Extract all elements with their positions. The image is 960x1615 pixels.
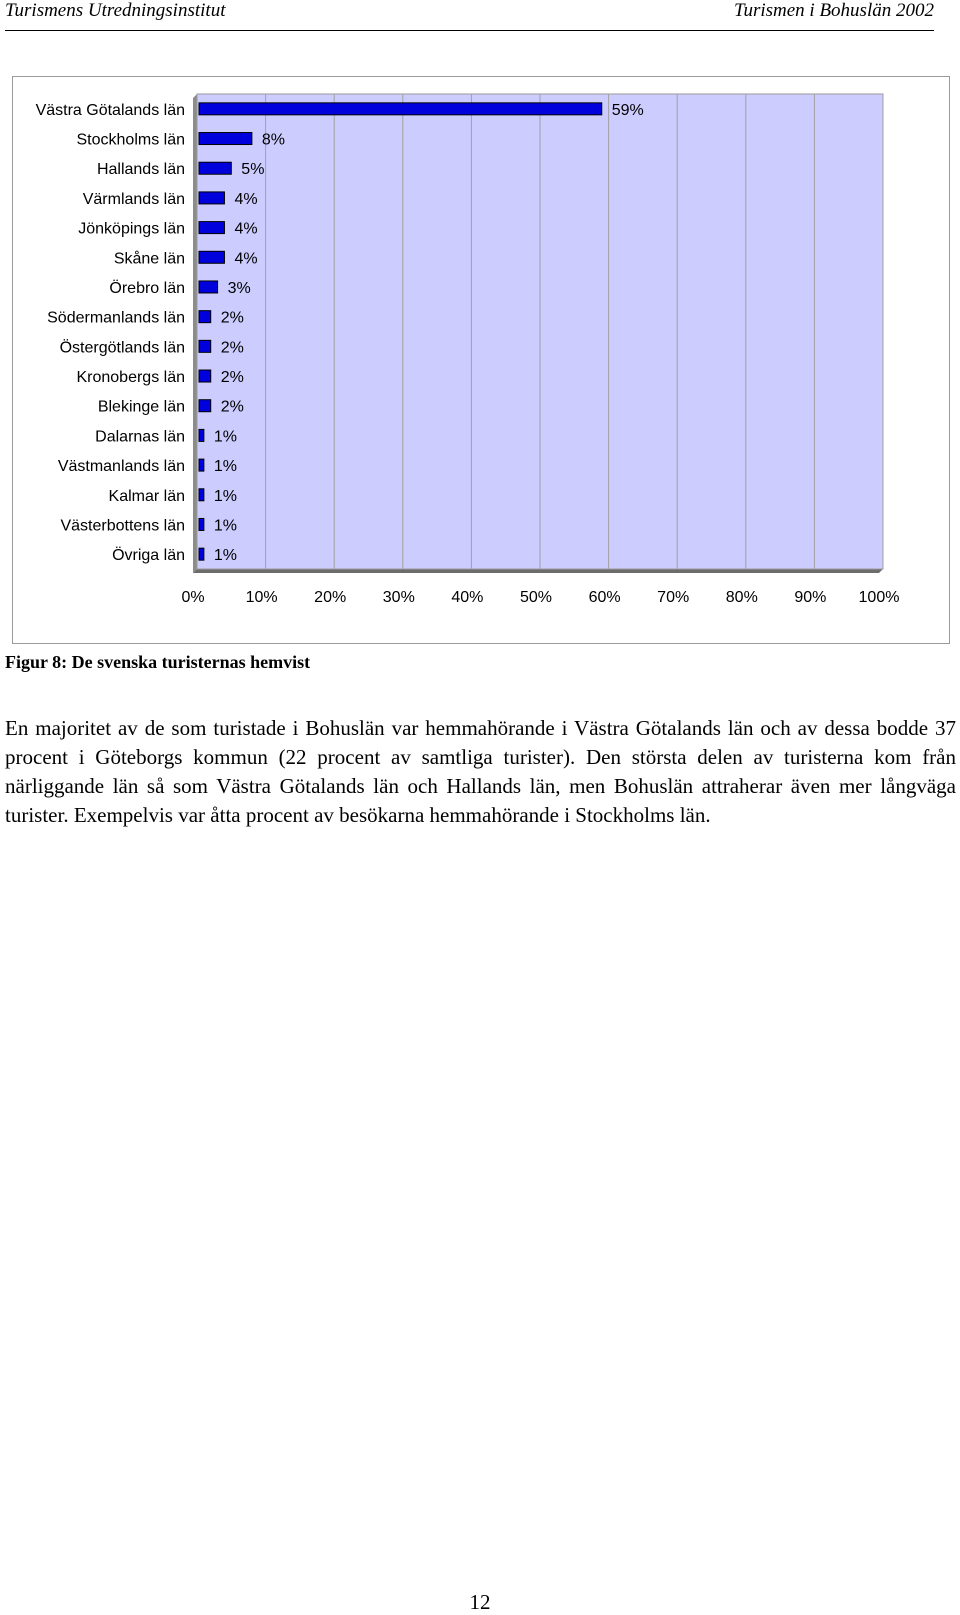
running-header-left: Turismens Utredningsinstitut bbox=[5, 0, 226, 21]
category-label: Västra Götalands län bbox=[35, 101, 185, 119]
bar bbox=[199, 370, 211, 382]
category-label: Skåne län bbox=[113, 250, 185, 268]
category-label: Kronobergs län bbox=[76, 369, 185, 387]
bar bbox=[199, 311, 211, 323]
value-label: 8% bbox=[261, 131, 286, 149]
value-label: 1% bbox=[213, 517, 237, 535]
bar bbox=[199, 222, 224, 234]
bar bbox=[199, 340, 211, 352]
plot-side-wall bbox=[193, 94, 197, 573]
value-label: 1% bbox=[213, 547, 237, 565]
page-number: 12 bbox=[469, 1590, 491, 1614]
category-label: Dalarnas län bbox=[95, 428, 185, 446]
value-label: 2% bbox=[220, 309, 244, 327]
category-label: Blekinge län bbox=[97, 398, 185, 416]
header-rule bbox=[5, 30, 934, 31]
value-label: 2% bbox=[220, 398, 244, 416]
category-label: Hallands län bbox=[96, 161, 185, 179]
value-label: 2% bbox=[220, 369, 244, 387]
bar bbox=[199, 400, 211, 412]
x-tick-label: 70% bbox=[657, 589, 690, 606]
category-label: Örebro län bbox=[109, 279, 185, 297]
bar bbox=[199, 518, 204, 530]
x-tick-label: 20% bbox=[314, 589, 347, 606]
x-tick-label: 60% bbox=[588, 589, 621, 606]
value-label: 1% bbox=[213, 458, 237, 476]
bar bbox=[199, 429, 204, 441]
bar bbox=[199, 103, 602, 115]
category-label: Värmlands län bbox=[82, 190, 185, 208]
figure-caption: Figur 8: De svenska turisternas hemvist bbox=[5, 652, 311, 672]
value-label: 5% bbox=[241, 161, 265, 179]
body-paragraph: En majoritet av de som turistade i Bohuslän var hemmahörande i Västra Götalands län och av dessa bodde 37 procent i Göteborgs kommun (22 procent av samtliga turister). Den största delen av turisterna kom från närliggande län så som Västra Götalands län och Hallands län, men Bohuslän attraherar även mer långväga turister. Exempelvis var åtta procent av besökarna hemmahörande i Stockholms län. bbox=[5, 716, 956, 827]
bar-chart bbox=[12, 76, 950, 644]
x-tick-label: 30% bbox=[382, 589, 415, 606]
category-label: Östergötlands län bbox=[59, 339, 185, 357]
category-label: Västerbottens län bbox=[60, 517, 185, 535]
bar bbox=[199, 133, 252, 145]
category-label: Södermanlands län bbox=[47, 309, 185, 327]
value-label: 2% bbox=[220, 339, 244, 357]
bar bbox=[199, 251, 224, 263]
x-tick-label: 100% bbox=[858, 589, 900, 606]
category-label: Jönköpings län bbox=[78, 220, 185, 238]
value-label: 1% bbox=[213, 487, 237, 505]
category-label: Stockholms län bbox=[76, 131, 185, 149]
running-header-right: Turismen i Bohuslän 2002 bbox=[733, 0, 934, 21]
bar-chart-svg bbox=[13, 77, 949, 643]
x-tick-label: 50% bbox=[519, 589, 553, 606]
category-label: Övriga län bbox=[112, 547, 185, 565]
x-tick-label: 40% bbox=[451, 589, 484, 606]
value-label: 4% bbox=[234, 190, 258, 208]
value-label: 1% bbox=[213, 428, 237, 446]
x-tick-label: 90% bbox=[794, 589, 827, 606]
bar bbox=[199, 162, 231, 174]
bar bbox=[199, 192, 224, 204]
x-tick-label: 80% bbox=[725, 589, 758, 606]
value-label: 4% bbox=[234, 250, 258, 268]
bar bbox=[199, 281, 218, 293]
value-label: 59% bbox=[611, 101, 644, 119]
bar bbox=[199, 548, 204, 560]
value-label: 4% bbox=[234, 220, 258, 238]
bar bbox=[199, 489, 204, 501]
x-tick-label: 10% bbox=[245, 589, 278, 606]
value-label: 3% bbox=[227, 279, 251, 297]
x-tick-label: 0% bbox=[181, 589, 205, 606]
category-label: Kalmar län bbox=[108, 487, 185, 505]
bar bbox=[199, 459, 204, 471]
plot-floor bbox=[193, 569, 883, 573]
category-label: Västmanlands län bbox=[57, 458, 185, 476]
